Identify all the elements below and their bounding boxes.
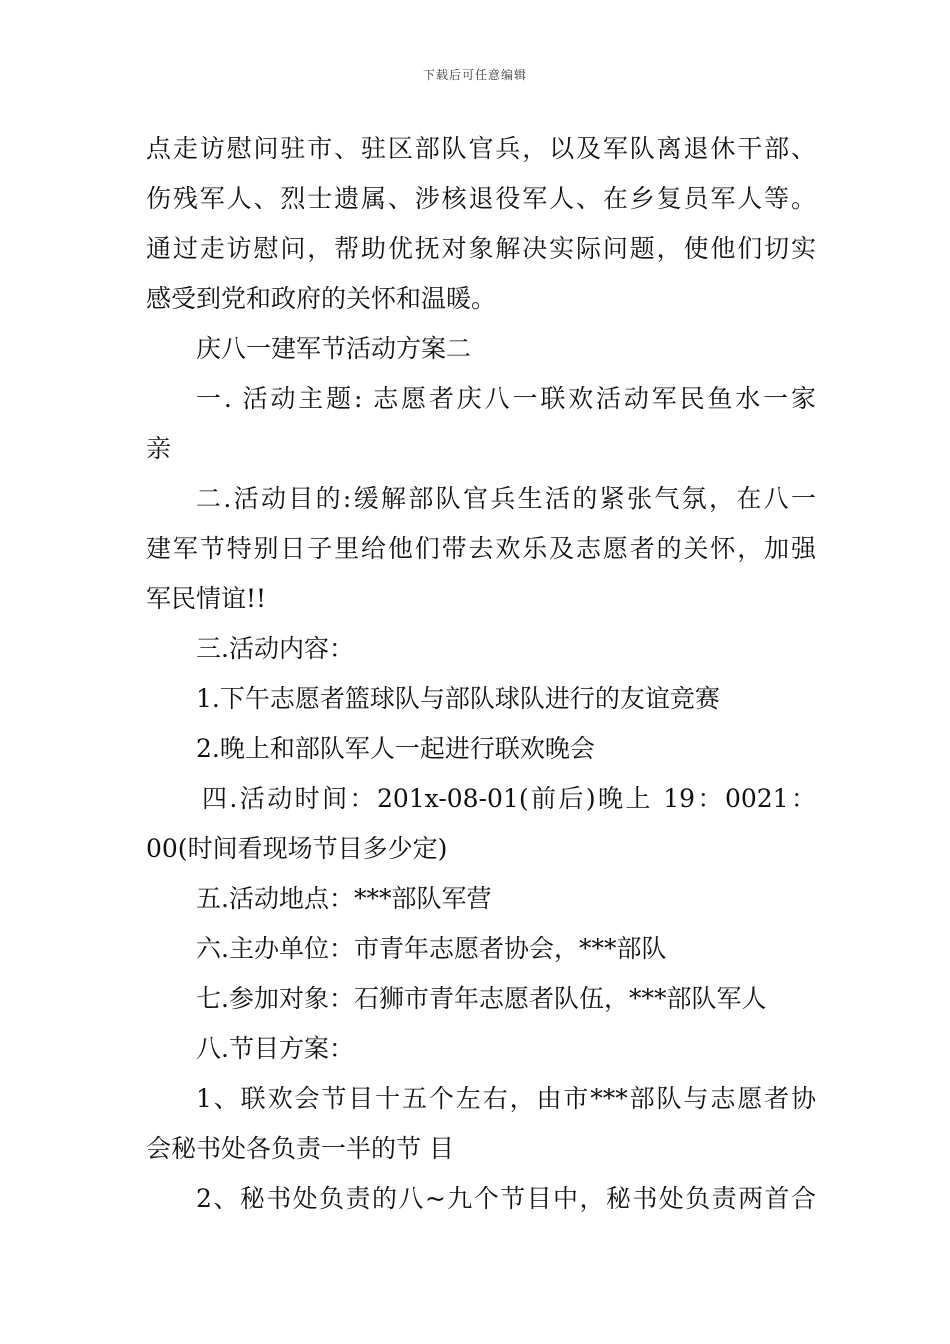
paragraph-line: 通过走访慰问，帮助优抚对象解决实际问题，使他们切实 [146, 234, 816, 263]
paragraph-line: 会秘书处各负责一半的节 目 [146, 1134, 454, 1163]
paragraph-line: 五.活动地点：***部队军营 [196, 884, 492, 913]
paragraph-line: 二.活动目的:缓解部队官兵生活的紧张气氛，在八一 [196, 484, 816, 513]
paragraph-line: 2、秘书处负责的八~九个节目中，秘书处负责两首合 [196, 1184, 816, 1213]
paragraph-line: 四.活动时间：201x-08-01(前后)晚上 19：0021： [202, 784, 816, 813]
paragraph-line: 00(时间看现场节目多少定) [146, 834, 448, 863]
paragraph-line: 军民情谊!! [146, 584, 267, 613]
paragraph-line: 1、联欢会节目十五个左右，由市***部队与志愿者协 [196, 1084, 816, 1113]
paragraph-line: 一. 活动主题: 志愿者庆八一联欢活动军民鱼水一家 [196, 384, 816, 413]
paragraph-line: 六.主办单位：市青年志愿者协会，***部队 [196, 934, 667, 963]
page-header: 下载后可任意编辑 [422, 68, 527, 82]
paragraph-line: 感受到党和政府的关怀和温暖。 [146, 284, 497, 313]
document-body [146, 124, 816, 1224]
paragraph-line: 1.下午志愿者篮球队与部队球队进行的友谊竞赛 [196, 684, 720, 713]
paragraph-line: 伤残军人、烈士遗属、涉核退役军人、在乡复员军人等。 [146, 184, 816, 213]
paragraph-line: 七.参加对象：石狮市青年志愿者队伍，***部队军人 [196, 984, 767, 1013]
paragraph-line: 点走访慰问驻市、驻区部队官兵，以及军队离退休干部、 [146, 134, 816, 163]
paragraph-line: 八.节目方案： [196, 1034, 354, 1063]
paragraph-line: 三.活动内容： [196, 634, 354, 663]
paragraph-line: 建军节特别日子里给他们带去欢乐及志愿者的关怀，加强 [146, 534, 816, 563]
paragraph-line: 亲 [146, 434, 172, 463]
section-title: 庆八一建军节活动方案二 [196, 334, 472, 363]
paragraph-line: 2.晚上和部队军人一起进行联欢晚会 [196, 734, 595, 763]
